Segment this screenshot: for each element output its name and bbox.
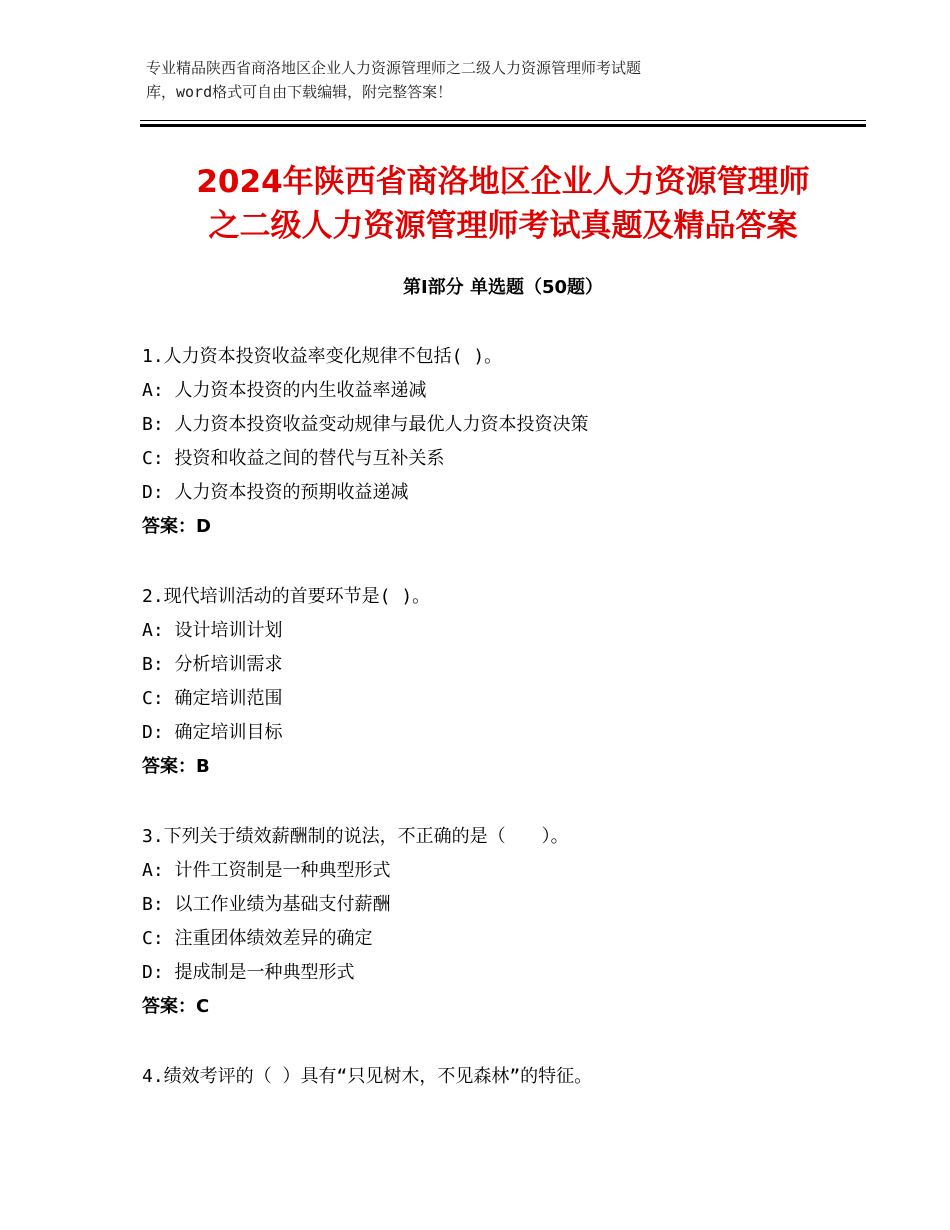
option-c: C: 注重团体绩效差异的确定 [142,928,373,949]
option-b: B: 分析培训需求 [142,654,283,675]
header-divider-thick [140,124,866,127]
question-2 [142,580,862,784]
header-note [146,56,806,104]
question-list [142,340,862,1094]
answer-label: 答案：C [142,996,210,1017]
answer-label: 答案：D [142,516,211,537]
section-heading: 第Ⅰ部分 单选题（50题） [402,277,603,298]
option-d: D: 人力资本投资的预期收益递减 [142,482,409,503]
option-b: B: 以工作业绩为基础支付薪酬 [142,894,391,915]
option-a: A: 人力资本投资的内生收益率递减 [142,380,427,401]
option-c: C: 确定培训范围 [142,688,283,709]
question-1 [142,340,862,544]
question-stem: 1.人力资本投资收益率变化规律不包括( )。 [142,346,503,367]
option-c: C: 投资和收益之间的替代与互补关系 [142,448,445,469]
question-3 [142,820,862,1024]
question-4 [142,1060,862,1094]
header-divider-thin [140,120,866,121]
option-a: A: 设计培训计划 [142,620,283,641]
option-d: D: 确定培训目标 [142,722,283,743]
question-stem: 2.现代培训活动的首要环节是( )。 [142,586,431,607]
document-title [140,160,866,248]
option-d: D: 提成制是一种典型形式 [142,962,355,983]
document-title-line-1: 2024年陕西省商洛地区企业人力资源管理师 [196,164,810,200]
option-a: A: 计件工资制是一种典型形式 [142,860,391,881]
header-note-line-2: 库，word格式可自由下载编辑，附完整答案！ [146,83,453,101]
option-b: B: 人力资本投资收益变动规律与最优人力资本投资决策 [142,414,589,435]
answer-label: 答案：B [142,756,210,777]
header-note-line-1: 专业精品陕西省商洛地区企业人力资源管理师之二级人力资源管理师考试题 [146,59,642,77]
question-stem: 4.绩效考评的（ ）具有“只见树木，不见森林”的特征。 [142,1066,593,1087]
document-title-line-2: 之二级人力资源管理师考试真题及精品答案 [208,208,798,244]
question-stem: 3.下列关于绩效薪酬制的说法，不正确的是（ ）。 [142,826,569,847]
